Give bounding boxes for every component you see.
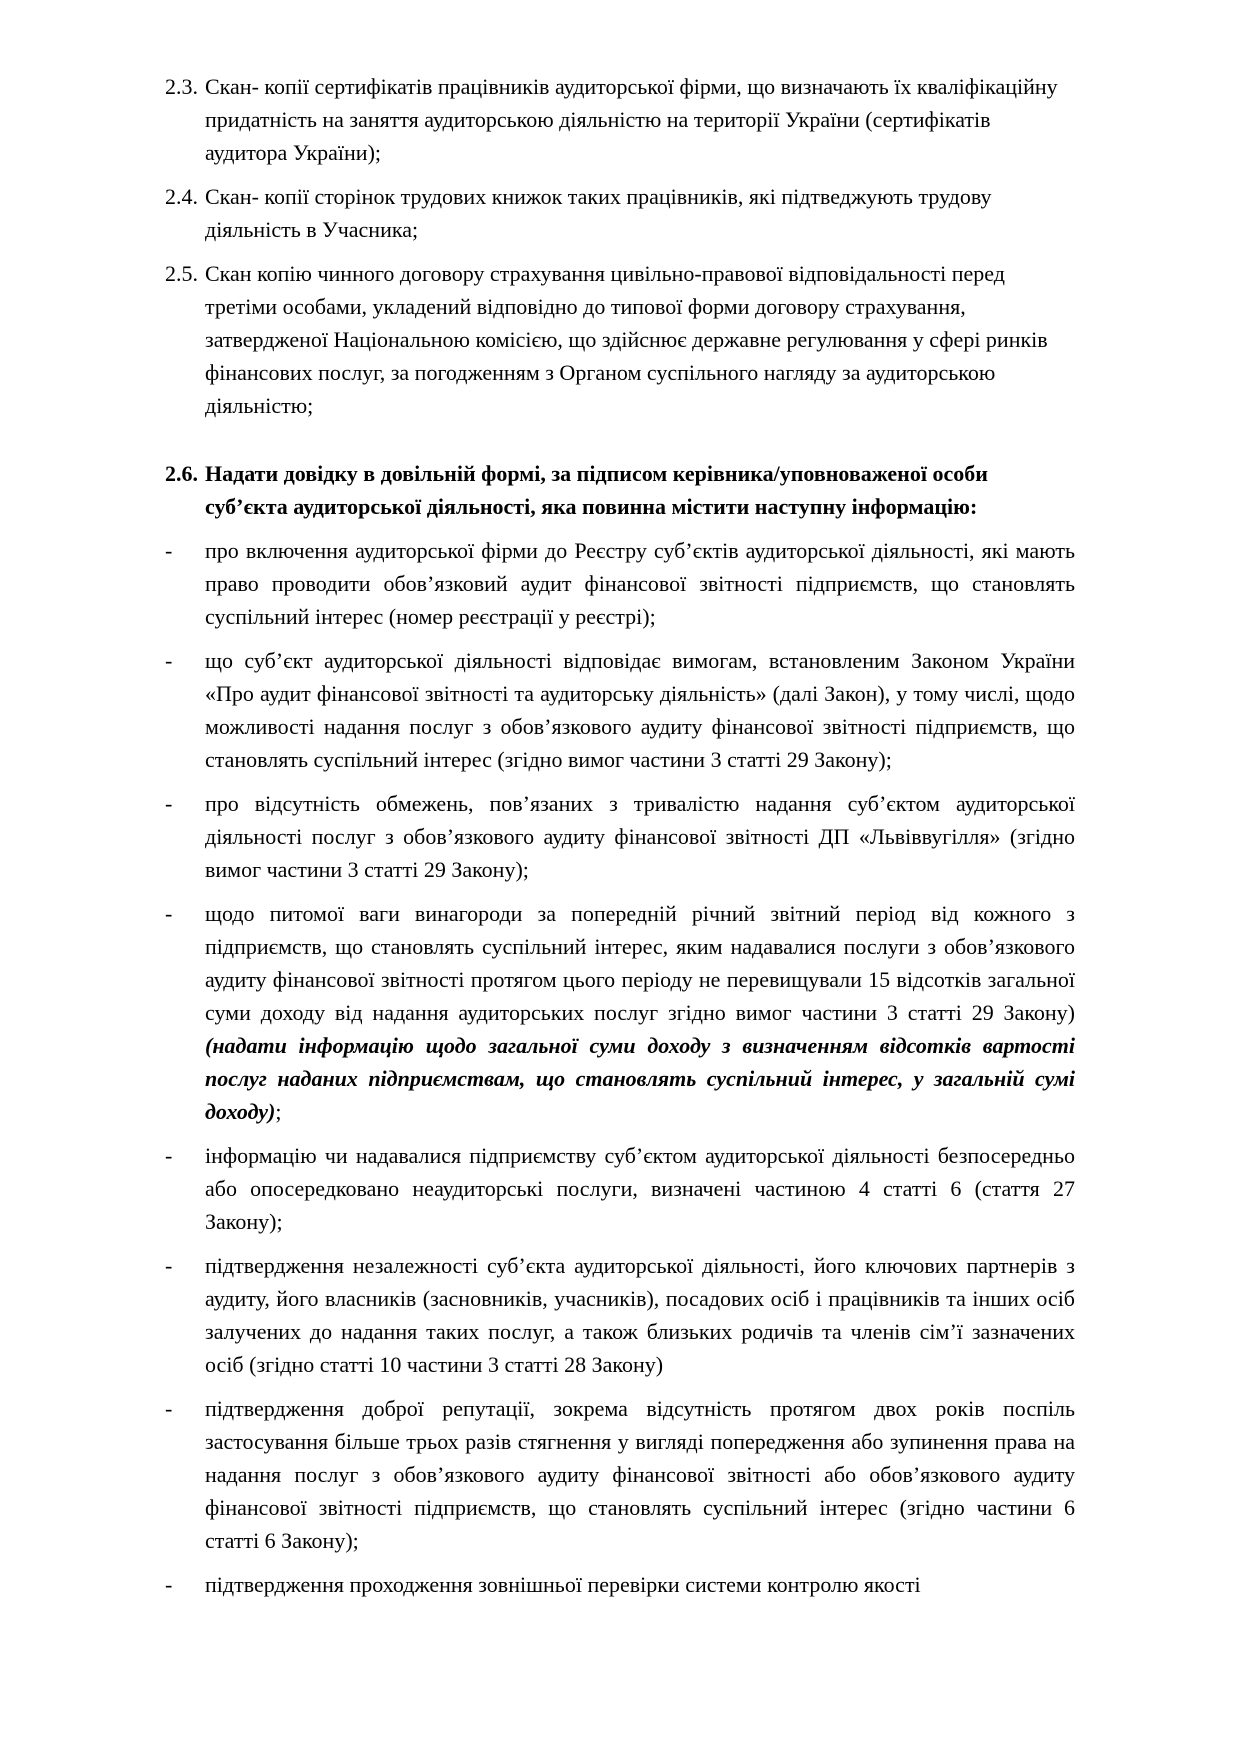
dash-marker: - bbox=[165, 1143, 173, 1168]
paragraph-2-3 bbox=[165, 70, 1075, 169]
section-heading-2-6 bbox=[165, 457, 1075, 523]
list-item-good-reputation bbox=[165, 1392, 1075, 1557]
heading-number: 2.6. bbox=[165, 461, 198, 486]
list-item-text-normal: щодо питомої ваги винагороди за попередній річний звітний період від кожного з підприємств, що становлять суспільний інтерес, яким надавалися послуги з обов’язкового аудиту фінансової звітності протягом цього періоду не перевищували 15 відсотків загальної суми доходу від надання аудиторських послуг згідно вимог частини 3 статті 29 Закону) bbox=[205, 901, 1075, 1025]
list-item-text: що суб’єкт аудиторської діяльності відповідає вимогам, встановленим Законом України «Про аудит фінансової звітності та аудиторську діяльність» (далі Закон), у тому числі, щодо можливості надання послуг з обов’язкового аудиту фінансової звітності підприємств, що становлять суспільний інтерес (згідно вимог частини 3 статті 29 Закону); bbox=[205, 648, 1075, 772]
list-item-independence-confirmation bbox=[165, 1249, 1075, 1381]
list-item-text: підтвердження незалежності суб’єкта аудиторської діяльності, його ключових партнерів з аудиту, його власників (засновників, учасників), посадових осіб і працівників та інших осіб залучених до надання таких послуг, а також близьких родичів та членів сім’ї зазначених осіб (згідно статті 10 частини 3 статті 28 Закону) bbox=[205, 1253, 1075, 1377]
heading-text: Надати довідку в довільній формі, за підписом керівника/уповноваженої особи суб’єкта аудиторської діяльності, яка повинна містити наступну інформацію: bbox=[205, 461, 988, 519]
paragraph-2-5 bbox=[165, 257, 1075, 422]
dash-marker: - bbox=[165, 791, 173, 816]
list-item-non-audit-services bbox=[165, 1139, 1075, 1238]
list-item-no-duration-limits bbox=[165, 787, 1075, 886]
paragraph-number: 2.3. bbox=[165, 74, 198, 99]
dash-marker: - bbox=[165, 1396, 173, 1421]
dash-marker: - bbox=[165, 1572, 173, 1597]
list-item-text-suffix: ; bbox=[275, 1099, 282, 1124]
dash-marker: - bbox=[165, 538, 173, 563]
dash-marker: - bbox=[165, 648, 173, 673]
dash-marker: - bbox=[165, 901, 173, 926]
list-item-remuneration-share bbox=[165, 897, 1075, 1128]
list-item-law-compliance bbox=[165, 644, 1075, 776]
list-item-text: про відсутність обмежень, пов’язаних з тривалістю надання суб’єктом аудиторської діяльності послуг з обов’язкового аудиту фінансової звітності ДП «Львіввугілля» (згідно вимог частини 3 статті 29 Закону); bbox=[205, 791, 1075, 882]
paragraph-text: Скан- копії сторінок трудових книжок таких працівників, які підтведжують трудову діяльність в Учасника; bbox=[205, 184, 992, 242]
paragraph-text: Скан- копії сертифікатів працівників аудиторської фірми, що визначають їх кваліфікаційну придатність на заняття аудиторською діяльністю на території України (сертифікатів аудитора України); bbox=[205, 74, 1058, 165]
paragraph-number: 2.4. bbox=[165, 184, 198, 209]
paragraph-2-4 bbox=[165, 180, 1075, 246]
list-item-text-emphasis: (надати інформацію щодо загальної суми доходу з визначенням відсотків вартості послуг наданих підприємствам, що становлять суспільний інтерес, у загальній сумі доходу) bbox=[205, 1033, 1075, 1124]
list-item-text: інформацію чи надавалися підприємству суб’єктом аудиторської діяльності безпосередньо або опосередковано неаудиторські послуги, визначені частиною 4 статті 6 (стаття 27 Закону); bbox=[205, 1143, 1075, 1234]
paragraph-text: Скан копію чинного договору страхування цивільно-правової відповідальності перед третіми особами, укладений відповідно до типової форми договору страхування, затвердженої Національною комісією, що здійснює державне регулювання у сфері ринків фінансових послуг, за погодженням з Органом суспільного нагляду за аудиторською діяльністю; bbox=[205, 261, 1048, 418]
dash-marker: - bbox=[165, 1253, 173, 1278]
paragraph-number: 2.5. bbox=[165, 261, 198, 286]
list-item-registry-inclusion bbox=[165, 534, 1075, 633]
list-item-text: про включення аудиторської фірми до Реєстру суб’єктів аудиторської діяльності, які мають право проводити обов’язковий аудит фінансової звітності підприємств, що становлять суспільний інтерес (номер реєстрації у реєстрі); bbox=[205, 538, 1075, 629]
list-item-quality-control-review bbox=[165, 1568, 1075, 1601]
list-item-text: підтвердження проходження зовнішньої перевірки системи контролю якості bbox=[205, 1572, 921, 1597]
list-item-text: підтвердження доброї репутації, зокрема відсутність протягом двох років поспіль застосування більше трьох разів стягнення у вигляді попередження або зупинення права на надання послуг з обов’язкового аудиту фінансової звітності або обов’язкового аудиту фінансової звітності підприємств, що становлять суспільний інтерес (згідно частини 6 статті 6 Закону); bbox=[205, 1396, 1075, 1553]
